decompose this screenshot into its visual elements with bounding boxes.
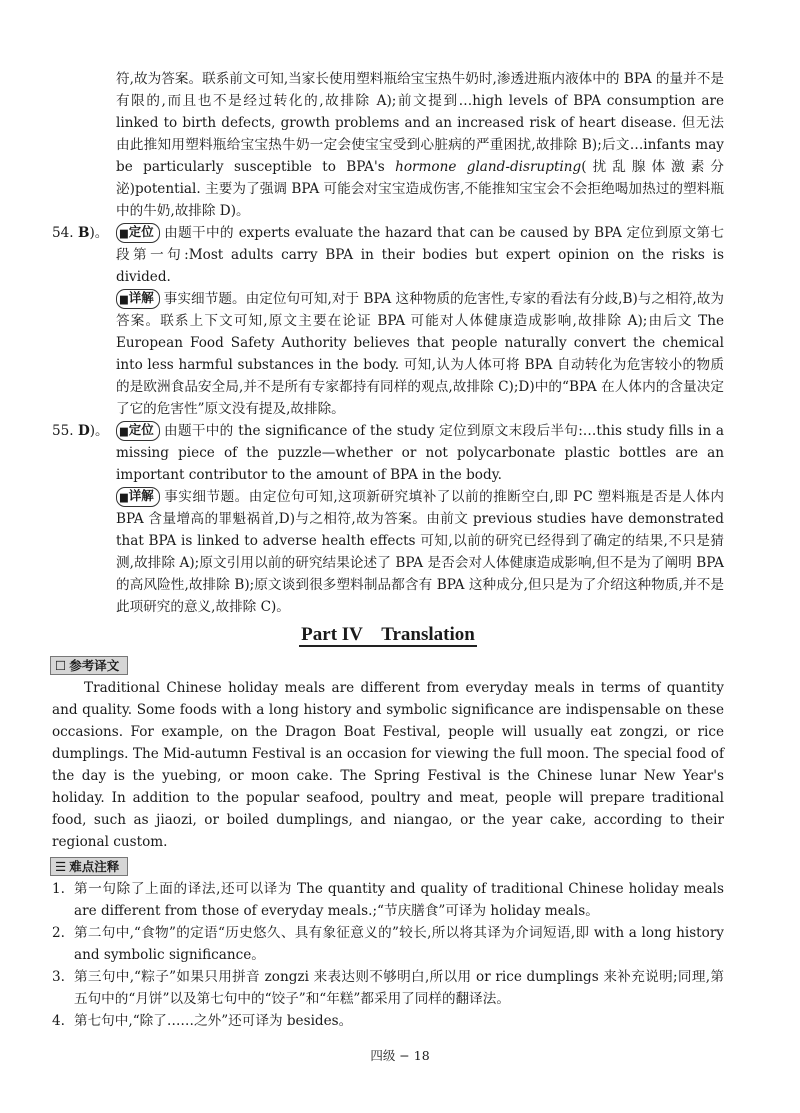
checkbox-icon: ☐ — [55, 658, 67, 673]
note-icon: ☰ — [55, 859, 67, 874]
answer-54-detail: ▆详解 事实细节题。由定位句可知,对于 BPA 这种物质的危害性,专家的看法有分歧,B)与之相符,故为答案。联系上下文可知,原文主要在论证 BPA 可能对人体健康造成影响,故排除 A);由后文 The European Food Safety Authority believes that people naturally convert the chemical into less harmful substances in the body. 可知,认为人体可将 BPA 自动转化为危害较小的物质的是欧洲食品安全局,并不是所有专家都持有同样的观点,故排除 C);D)中的“BPA 在人体内的含量决定了它的危害性”原文没有提及,故排除。 — [116, 290, 724, 417]
intro-italic: hormone gland-disrupting — [395, 159, 582, 175]
detail-tag: ▆详解 — [116, 487, 160, 507]
locate-tag: ▆定位 — [116, 223, 160, 243]
answer-55 — [52, 420, 724, 618]
note-item: 2. 第二句中,“食物”的定语“历史悠久、具有象征意义的”较长,所以将其译为介词短语,即 with a long history and symbolic significance。 — [52, 925, 724, 963]
note-item: 1. 第一句除了上面的译法,还可以译为 The quantity and quality of traditional Chinese holiday meals are different from those of everyday meals.;“节庆膳食”可译为 holiday meals。 — [52, 881, 724, 919]
answer-54-locate: ▆定位 由题干中的 experts evaluate the hazard that can be caused by BPA 定位到原文第七段第一句:Most adults carry BPA in their bodies but expert opinion on the risks is divided. — [116, 224, 724, 285]
continued-paragraph — [116, 68, 724, 222]
intro-text-1: 符,故为答案。联系前文可知,当家长使用塑料瓶给宝宝热牛奶时,渗透进瓶内液体中的 BPA 的量并不是有限的,而且也不是经过转化的,故排除 A);前文提到…high levels of BPA consumption are linked to birth defects, growth problems and an increased risk of heart disease. 但无法由此推知用塑料瓶给宝宝热牛奶一定会使宝宝受到心脏病的严重困扰,故排除 B);后文…infants may be particularly susceptible to BPA's — [116, 71, 724, 175]
folder-icon: ▆ — [120, 294, 128, 305]
answer-54 — [52, 222, 724, 420]
continued-explanation — [52, 68, 724, 222]
note-item: 4. 第七句中,“除了……之外”还可译为 besides。 — [52, 1013, 353, 1029]
notes-label: ☰ 难点注释 — [50, 857, 128, 876]
locate-tag: ▆定位 — [116, 421, 160, 441]
page-footer: 四级 − 18 — [370, 1048, 430, 1063]
folder-icon: ▆ — [120, 492, 128, 503]
folder-icon: ▆ — [120, 228, 128, 239]
answer-55-detail: ▆详解 事实细节题。由定位句可知,这项新研究填补了以前的推断空白,即 PC 塑料瓶是否是人体内 BPA 含量增高的罪魁祸首,D)与之相符,故为答案。由前文 previous studies have demonstrated that BPA is linked to adverse health effects 可知,以前的研究已经得到了确定的结果,不只是猜测,故排除 A);原文引用以前的研究结果论述了 BPA 是否会对人体健康造成影响,但不是为了阐明 BPA 的高风险性,故排除 B);原文谈到很多塑料制品都含有 BPA 这种成分,但只是为了介绍这种物质,并不是此项研究的意义,故排除 C)。 — [116, 488, 724, 615]
detail-tag: ▆详解 — [116, 289, 160, 309]
page-content — [52, 68, 724, 1032]
answer-55-number: 55. D)。 — [52, 423, 109, 439]
reference-label: ☐ 参考译文 — [50, 656, 128, 675]
intro-text-2: (扰乱腺体激素分泌)potential. 主要为了强调 BPA 可能会对宝宝造成伤害,不能推知宝宝会不会拒绝喝加热过的塑料瓶中的牛奶,故排除 D)。 — [116, 159, 724, 219]
part-title: Part IV Translation — [301, 624, 475, 645]
note-item: 3. 第三句中,“粽子”如果只用拼音 zongzi 来表达则不够明白,所以用 or rice dumplings 来补充说明;同理,第五句中的“月饼”以及第七句中的“饺子”和“年糕”都采用了同样的翻译法。 — [52, 969, 724, 1007]
answer-55-locate: ▆定位 由题干中的 the significance of the study 定位到原文末段后半句:…this study fills in a missing piece of the puzzle—whether or not polycarbonate plastic bottles are an important contributor to the amount of BPA in the body. — [116, 422, 724, 483]
answer-54-number: 54. B)。 — [52, 225, 109, 241]
reference-translation: Traditional Chinese holiday meals are different from everyday meals in terms of quantity and quality. Some foods with a long history and symbolic significance are indispensable on these occasions. For example, on the Dragon Boat Festival, people will usually eat zongzi, or rice dumplings. The Mid-autumn Festival is an occasion for viewing the full moon. The special food of the day is the yuebing, or moon cake. The Spring Festival is the Chinese lunar New Year's holiday. In addition to the popular seafood, poultry and meat, people will prepare traditional food, such as jiaozi, or boiled dumplings, and niangao, or the year cake, according to their regional custom. — [52, 680, 724, 850]
folder-icon: ▆ — [120, 426, 128, 437]
notes-list — [52, 878, 724, 1032]
